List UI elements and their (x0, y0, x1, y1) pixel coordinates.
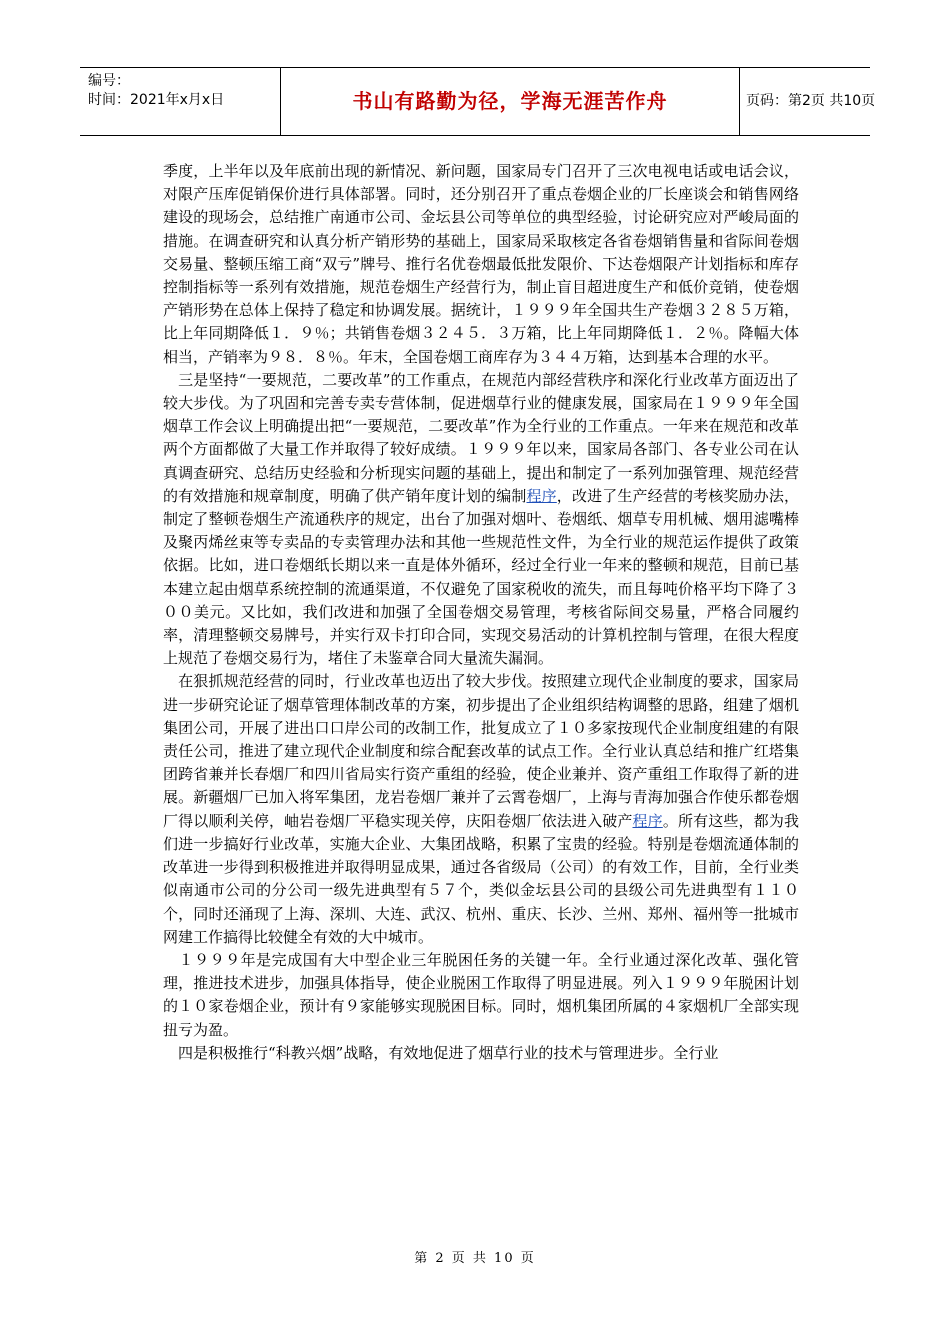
body-paragraph (163, 670, 799, 948)
document-time-label: 时间：2021年x月x日 (88, 92, 225, 108)
body-paragraph (163, 949, 799, 1042)
body-paragraph (163, 160, 799, 369)
header-meta (80, 68, 280, 135)
document-number-label: 编号： (88, 73, 130, 89)
document-body (163, 160, 799, 1065)
header-page-label: 页码：第2页 共10页 (746, 93, 876, 109)
page-footer: 第 2 页 共 10 页 (414, 1251, 536, 1266)
paragraph-text: ，改进了生产经营的考核奖励办法，制定了整顿卷烟生产流通秩序的规定，出台了加强对烟叶、卷烟纸、烟草专用机械、烟用滤嘴棒及聚丙烯丝束等专卖品的专卖管理办法和其他一些规范性文件，为全行业的规范运作提供了政策依据。比如，进口卷烟纸长期以来一直是体外循环，经过全行业一年来的整顿和规范，目前已基本建立起由烟草系统控制的流通渠道，不仅避免了国家税收的流失，而且每吨价格平均下降了３００美元。又比如，我们改进和加强了全国卷烟交易管理，考核省际间交易量，严格合同履约率，清理整顿交易牌号，并实行双卡打印合同，实现交易活动的计算机控制与管理，在很大程度上规范了卷烟交易行为，堵住了未鉴章合同大量流失漏洞。 (163, 486, 799, 668)
paragraph-text: 四是积极推行“科教兴烟”战略，有效地促进了烟草行业的技术与管理进步。全行业 (163, 1043, 719, 1062)
program-link[interactable]: 程序 (632, 811, 663, 830)
paragraph-text: １９９９年是完成国有大中型企业三年脱困任务的关键一年。全行业通过深化改革、强化管理，推进技术进步，加强具体指导，使企业脱困工作取得了明显进展。列入１９９９年脱困计划的１０家卷烟企业，预计有９家能够实现脱困目标。同时，烟机集团所属的４家烟机厂全部实现扭亏为盈。 (163, 950, 799, 1039)
paragraph-text: 季度，上半年以及年底前出现的新情况、新问题，国家局专门召开了三次电视电话或电话会议，对限产压库促销保价进行具体部署。同时，还分别召开了重点卷烟企业的厂长座谈会和销售网络建设的现场会，总结推广南通市公司、金坛县公司等单位的典型经验，讨论研究应对严峻局面的措施。在调查研究和认真分析产销形势的基础上，国家局采取核定各省卷烟销售量和省际间卷烟交易量、整顿压缩工商“双亏”牌号、推行名优卷烟最低批发限价、下达卷烟限产计划指标和库存控制指标等一系列有效措施，规范卷烟生产经营行为，制止盲目超进度生产和低价竞销，使卷烟产销形势在总体上保持了稳定和协调发展。据统计，１９９９年全国共生产卷烟３２８５万箱，比上年同期降低１．９％；共销售卷烟３２４５．３万箱，比上年同期降低１．２％。降幅大体相当，产销率为９８．８％。年末，全国卷烟工商库存为３４４万箱，达到基本合理的水平。 (163, 162, 799, 366)
program-link[interactable]: 程序 (526, 486, 557, 505)
body-paragraph (163, 369, 799, 671)
page-header (80, 67, 876, 136)
paragraph-text: 三是坚持“一要规范，二要改革”的工作重点，在规范内部经营秩序和深化行业改革方面迈出了较大步伐。为了巩固和完善专卖专营体制，促进烟草行业的健康发展，国家局在１９９９年全国烟草工作会议上明确提出把“一要规范，二要改革”作为全行业的工作重点。一年来在规范和改革两个方面都做了大量工作并取得了较好成绩。１９９９年以来，国家局各部门、各专业公司在认真调查研究、总结历史经验和分析现实问题的基础上，提出和制定了一系列加强管理、规范经营的有效措施和规章制度，明确了供产销年度计划的编制 (163, 370, 799, 505)
paragraph-text: 。所有这些，都为我们进一步搞好行业改革，实施大企业、大集团战略，积累了宝贵的经验。特别是卷烟流通体制的改革进一步得到积极推进并取得明显成果，通过各省级局（公司）的有效工作，目前，全行业类似南通市公司的分公司一级先进典型有５７个，类似金坛县公司的县级公司先进典型有１１０个，同时还涌现了上海、深圳、大连、武汉、杭州、重庆、长沙、兰州、郑州、福州等一批城市网建工作搞得比较健全有效的大中城市。 (163, 811, 799, 946)
header-motto: 书山有路勤为径，学海无涯苦作舟 (280, 68, 740, 135)
body-paragraph (163, 1042, 799, 1065)
paragraph-text: 在狠抓规范经营的同时，行业改革也迈出了较大步伐。按照建立现代企业制度的要求，国家局进一步研究论证了烟草管理体制改革的方案，初步提出了企业组织结构调整的思路，组建了烟机集团公司，开展了进出口口岸公司的改制工作，批复成立了１０多家按现代企业制度组建的有限责任公司，推进了建立现代企业制度和综合配套改革的试点工作。全行业认真总结和推广红塔集团跨省兼并长春烟厂和四川省局实行资产重组的经验，使企业兼并、资产重组工作取得了新的进展。新疆烟厂已加入将军集团，龙岩卷烟厂兼并了云霄卷烟厂，上海与青海加强合作使乐都卷烟厂得以顺利关停，岫岩卷烟厂平稳实现关停，庆阳卷烟厂依法进入破产 (163, 672, 799, 830)
